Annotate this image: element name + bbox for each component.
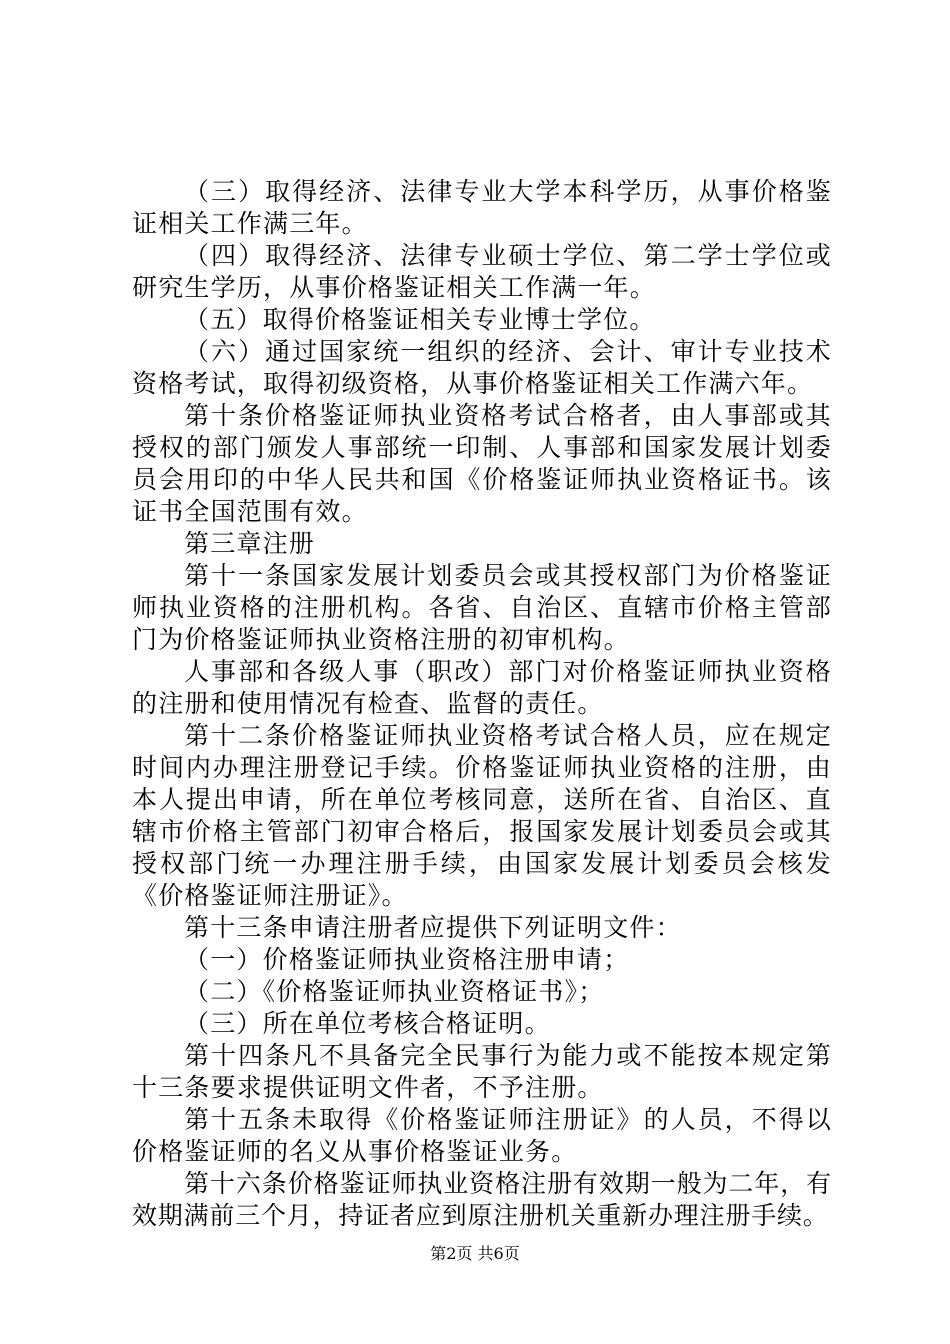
paragraph-supervision: 人事部和各级人事（职改）部门对价格鉴证师执业资格的注册和使用情况有检查、监督的责任。 — [132, 657, 832, 718]
paragraph-article-14: 第十四条凡不具备完全民事行为能力或不能按本规定第十三条要求提供证明文件者，不予注册。 — [132, 1041, 832, 1102]
paragraph-doc-1: （一）价格鉴证师执业资格注册申请； — [184, 945, 630, 974]
paragraph-article-11: 第十一条国家发展计划委员会或其授权部门为价格鉴证师执业资格的注册机构。各省、自治区、直辖市价格主管部门为价格鉴证师执业资格注册的初审机构。 — [132, 561, 832, 654]
paragraph-item-3: （三）取得经济、法律专业大学本科学历，从事价格鉴证相关工作满三年。 — [132, 177, 832, 238]
paragraph-article-10: 第十条价格鉴证师执业资格考试合格者，由人事部或其授权的部门颁发人事部统一印制、人事部和国家发展计划委员会用印的中华人民共和国《价格鉴证师执业资格证书。该证书全国范围有效。 — [132, 401, 832, 526]
paragraph-article-12: 第十二条价格鉴证师执业资格考试合格人员，应在规定时间内办理注册登记手续。价格鉴证师执业资格的注册，由本人提出申请，所在单位考核同意，送所在省、自治区、直辖市价格主管部门初审合格后，报国家发展计划委员会或其授权部门统一办理注册手续，由国家发展计划委员会核发《价格鉴证师注册证》。 — [132, 721, 832, 910]
paragraph-doc-3: （三）所在单位考核合格证明。 — [184, 1009, 551, 1038]
paragraph-item-5: （五）取得价格鉴证相关专业博士学位。 — [184, 305, 656, 334]
paragraph-article-16: 第十六条价格鉴证师执业资格注册有效期一般为二年，有效期满前三个月，持证者应到原注册机关重新办理注册手续。 — [132, 1169, 832, 1230]
page-number-footer: 第2页 共6页 — [430, 1244, 520, 1263]
paragraph-item-4: （四）取得经济、法律专业硕士学位、第二学士学位或研究生学历，从事价格鉴证相关工作满一年。 — [132, 241, 832, 302]
paragraph-article-15: 第十五条未取得《价格鉴证师注册证》的人员，不得以价格鉴证师的名义从事价格鉴证业务。 — [132, 1105, 832, 1166]
paragraph-doc-2: （二）《价格鉴证师执业资格证书》； — [184, 977, 605, 1006]
paragraph-article-13: 第十三条申请注册者应提供下列证明文件： — [184, 913, 682, 942]
chapter-heading: 第三章注册 — [184, 529, 316, 558]
document-body — [132, 176, 832, 1232]
paragraph-item-6: （六）通过国家统一组织的经济、会计、审计专业技术资格考试，取得初级资格，从事价格鉴证相关工作满六年。 — [132, 337, 832, 398]
